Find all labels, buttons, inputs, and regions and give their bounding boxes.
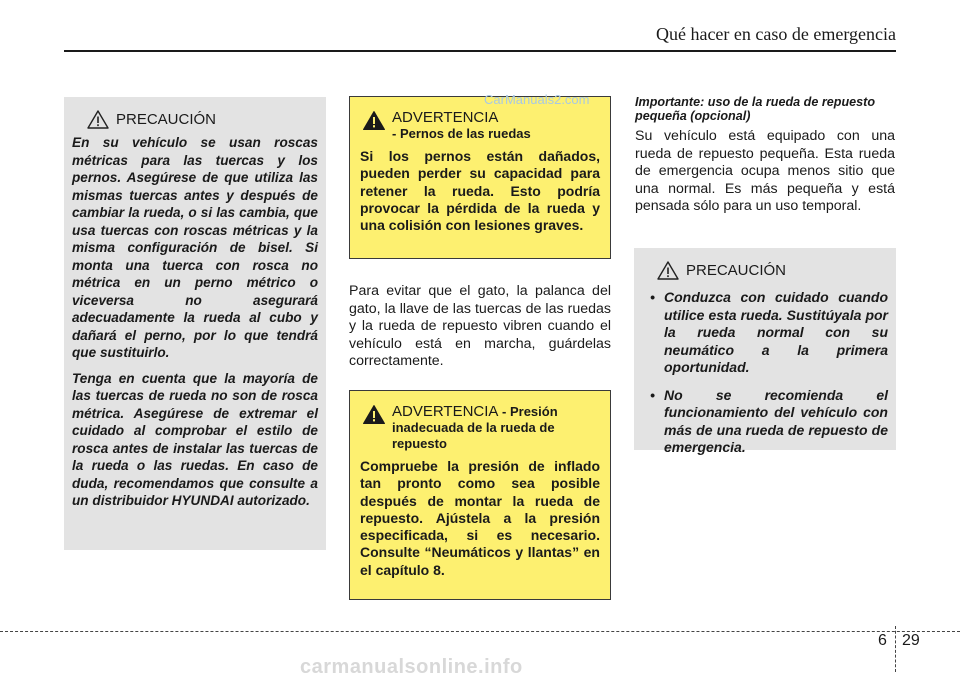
warning-triangle-filled-icon bbox=[362, 404, 386, 425]
warning-heading-label: ADVERTENCIA bbox=[392, 109, 499, 126]
caution-paragraph-1: En su vehículo se usan roscas métricas para las tuercas y los pernos. Asegúrese de que utiliza las mismas tuercas antes y después de cambiar la rueda, o si las cambia, que usa tuercas con roscas métricas y la misma configuración de bisel. Si monta una tuerca con rosca no métrica en un perno métrico o viceversa no asegurará adecuadamente la rueda al cubo y dañará el perno, por lo que tendrá que sustituirlo. bbox=[72, 135, 318, 360]
bullet-text: Conduzca con cuidado cuando utilice esta rueda. Sustitúyala por la rueda normal con su neumático a la primera oportunidad. bbox=[664, 289, 888, 375]
warning-heading bbox=[362, 403, 600, 452]
caution-paragraph-2: Tenga en cuenta que la mayoría de las tuercas de rueda no son de rosca métrica. Asegúrese de extremar el cuidado al comprobar el estilo de rosca antes de instalar las tuercas de la rueda o las ruedas. En caso de duda, recomendamos que consulte a un distribuidor HYUNDAI autorizado. bbox=[72, 370, 318, 508]
watermark-bottom: carmanualsonline.info bbox=[300, 656, 523, 678]
list-item: • Conduzca con cuidado cuando utilice esta rueda. Sustitúyala por la rueda normal con su neumático a la primera oportunidad. bbox=[650, 289, 888, 375]
page-number: 29 bbox=[902, 632, 920, 649]
warning-subheading: - Pernos de las ruedas bbox=[392, 126, 531, 141]
chapter-number: 6 bbox=[878, 632, 887, 649]
caution-heading bbox=[86, 109, 318, 130]
caution-box-left bbox=[64, 97, 326, 550]
caution-heading-label: PRECAUCIÓN bbox=[116, 111, 217, 128]
bullet-text: No se recomienda el funcionamiento del vehículo con más de una rueda de repuesto de emergencia. bbox=[664, 386, 888, 455]
caution-box-right bbox=[634, 248, 896, 455]
watermark-top: CarManuals2.com bbox=[484, 92, 590, 107]
warning-body: Compruebe la presión de inflado tan pronto como sea posible después de montar la rueda de repuesto. Ajústela a la presión especificada, si es necesario. Consulte “Neumáticos y llantas” en el capítulo 8. bbox=[360, 458, 600, 578]
warning-heading bbox=[362, 109, 600, 142]
warning-box-pressure bbox=[349, 390, 611, 600]
caution-bullet-list bbox=[642, 289, 888, 457]
important-title: Importante: uso de la rueda de repuesto pequeña (opcional) bbox=[635, 95, 876, 123]
warning-body: Si los pernos están dañados, pueden perder su capacidad para retener la rueda. Esto podría provocar la pérdida de la rueda y una colisión con lesiones graves. bbox=[360, 148, 600, 234]
page-header-title: Qué hacer en caso de emergencia bbox=[655, 24, 896, 44]
warning-box-bolts bbox=[349, 96, 611, 259]
warning-triangle-filled-icon bbox=[362, 110, 386, 131]
footer-rule bbox=[0, 631, 960, 632]
storage-paragraph: Para evitar que el gato, la palanca del gato, la llave de las tuercas de las ruedas y la rueda de repuesto vibren cuando el vehículo está en marcha, guárdelas correctamente. bbox=[349, 283, 611, 369]
caution-heading-label: PRECAUCIÓN bbox=[686, 262, 787, 279]
important-body: Su vehículo está equipado con una rueda de repuesto pequeña. Esta rueda de emergencia ocupa menos sitio que una normal. Es más pequeña y está pensada sólo para un uso temporal. bbox=[635, 128, 895, 214]
warning-subheading: inadecuada de la rueda de repuesto bbox=[392, 420, 555, 451]
page-number-separator bbox=[895, 626, 896, 672]
warning-heading-word: ADVERTENCIA bbox=[392, 403, 499, 420]
warning-triangle-icon bbox=[86, 109, 110, 130]
warning-heading-suffix: - Presión bbox=[498, 404, 558, 419]
warning-heading-label bbox=[392, 403, 602, 420]
warning-triangle-icon bbox=[656, 260, 680, 281]
header-rule bbox=[64, 50, 896, 52]
caution-heading bbox=[656, 260, 888, 281]
list-item: • No se recomienda el funcionamiento del vehículo con más de una rueda de repuesto de emergencia. bbox=[650, 386, 888, 455]
